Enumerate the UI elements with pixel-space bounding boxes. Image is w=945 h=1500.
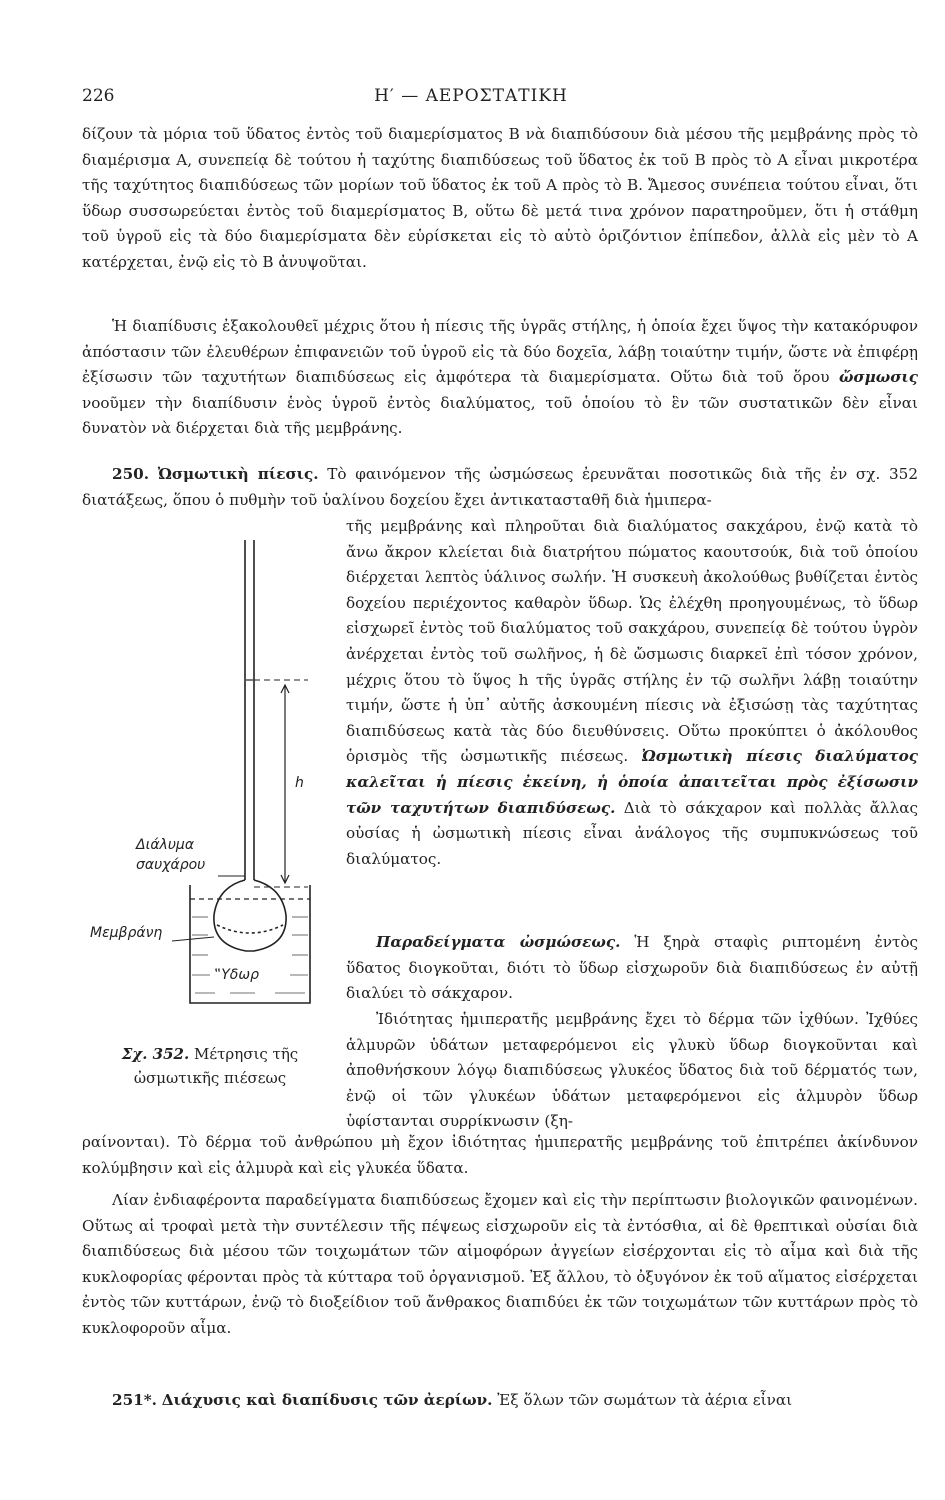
label-solution-line1: Διάλυμα bbox=[136, 837, 195, 853]
beaker-outline bbox=[190, 885, 310, 1003]
figure-caption bbox=[80, 1043, 340, 1065]
section-250-number: 250. bbox=[112, 465, 149, 483]
caption-text-1: Μέτρησις τῆς bbox=[194, 1045, 299, 1063]
biological-examples-paragraph: Λίαν ἐνδιαφέροντα παραδείγματα διαπιδύσεως ἔχομεν καὶ εἰς τὴν περίπτωσιν βιολογικῶν φαινομένων. Οὕτως αἱ τροφαὶ μετὰ τὴν συντέλεσιν τῆς πέψεως εἰσχωροῦν εἰς τὰ ἐντόσθια, αἱ δὲ θρεπτικαὶ οὐσίαι διὰ διαπιδύσεως διὰ μέσου τῶν τοιχωμάτων τῶν αἱμοφόρων ἀγγείων εἰσέρχονται εἰς τὸ αἷμα καὶ διὰ τῆς κυκλοφορίας φέρονται πρὸς τὰ κύτταρα τοῦ ὀργανισμοῦ. Ἐξ ἄλλου, τὸ ὀξυγόνον ἐκ τοῦ αἵματος εἰσέρχεται ἐντὸς τῶν κυττάρων, ἐνῷ τὸ διοξείδιον τοῦ ἄνθρακος διαπιδύει ἐκ τῶν τοιχωμάτων τῶν κυττάρων πρὸς τὸ κυκλοφοροῦν αἷμα. bbox=[82, 1191, 918, 1337]
section-251-title: Διάχυσις καὶ διαπίδυσις τῶν ἀερίων. bbox=[161, 1391, 493, 1409]
page-number: 226 bbox=[82, 86, 115, 106]
osmosis-apparatus-figure bbox=[80, 525, 350, 1130]
section-251-number: 251*. bbox=[112, 1391, 157, 1409]
page-header bbox=[82, 86, 860, 112]
paragraph-osmosis-definition bbox=[82, 314, 918, 442]
osmosis-term: ὤσμωσις bbox=[838, 368, 918, 387]
section-251-text: Ἐξ ὅλων τῶν σωμάτων τὰ ἀέρια εἶναι bbox=[497, 1391, 793, 1409]
definition-term: Ὠσμωτικὴ πίεσις bbox=[641, 747, 802, 766]
examples-heading: Παραδείγματα ὠσμώσεως. bbox=[376, 933, 621, 951]
examples-paragraph bbox=[346, 930, 918, 1007]
osmosis-text-before: Ἡ διαπίδυσις ἐξακολουθεῖ μέχρις ὅτου ἡ πίεσις τῆς ὑγρᾶς στήλης, ἡ ὁποία ἔχει ὕψος τὴν κατακόρυφον ἀπόστασιν τῶν ἐλευθέρων ἐπιφανειῶν τοῦ ὑγροῦ εἰς τὰ δύο δοχεῖα, λάβῃ τοιαύτην τιμήν, ὥστε νὰ ἐπιφέρῃ ἐξίσωσιν τῶν ταχυτήτων διαπιδύσεως εἰς ἀμφότερα τὰ διαμερίσματα. Οὕτω διὰ τοῦ ὅρου bbox=[82, 317, 918, 387]
section-250-tail: Διὰ τὸ σάκχαρον καὶ πολλὰς ἄλλας οὐσίας ἡ ὠσμωτικὴ πίεσις εἶναι ἀνάλογος τῆς συμπυκνώσεως τοῦ διαλύματος. bbox=[346, 798, 918, 868]
section-250-title: Ὠσμωτικὴ πίεσις. bbox=[157, 465, 319, 483]
osmosis-text-after: νοοῦμεν τὴν διαπίδυσιν ἑνὸς ὑγροῦ ἐντὸς διαλύματος, τοῦ ὁποίου τὸ ἓν τῶν συστατικῶν δὲν εἶναι δυνατὸν νὰ διέρχεται διὰ τῆς μεμβράνης. bbox=[82, 393, 918, 438]
label-membrane: Μεμβράνη bbox=[90, 925, 163, 941]
examples-text-1: Ἡ ξηρὰ σταφὶς ριπτομένη ἐντὸς ὕδατος διογκοῦται, διότι τὸ ὕδωρ εἰσχωροῦν διὰ διαπιδύσεως ἐν αὐτῇ διαλύει τὸ σάκχαρον. bbox=[346, 933, 918, 1003]
label-water: ‟Υδωρ bbox=[214, 967, 259, 983]
label-height: h bbox=[295, 775, 304, 791]
section-250-intro-text: Τὸ φαινόμενον τῆς ὠσμώσεως ἐρευνᾶται ποσοτικῶς διὰ τῆς ἐν σχ. 352 διατάξεως, ὅπου ὁ πυθμὴν τοῦ ὑαλίνου δοχείου ἔχει ἀντικατασταθῆ διὰ ἡμιπερα- bbox=[82, 465, 919, 509]
section-251-start bbox=[82, 1388, 918, 1414]
section-250-column-text: τῆς μεμβράνης καὶ πληροῦται διὰ διαλύματος σακχάρου, ἐνῷ κατὰ τὸ ἄνω ἄκρον κλείεται διὰ διατρήτου πώματος καουτσούκ, διὰ τοῦ ὁποίου διέρχεται λεπτὸς ὑάλινος σωλήν. Ἡ συσκευὴ ἀκολούθως βυθίζεται ἐντὸς δοχείου περιέχοντος καθαρὸν ὕδωρ. Ὡς ἐλέχθη προηγουμένως, τὸ ὕδωρ εἰσχωρεῖ ἐντὸς τοῦ διαλύματος τοῦ σακχάρου, συνεπείᾳ δὲ τούτου ὑγρὸν ἀνέρχεται ἐντὸς τοῦ σωλῆνος, ἡ δὲ ὤσμωσις διαρκεῖ ἐπὶ τόσον χρόνον, μέχρις ὅτου τὸ ὕψος h τῆς ὑγρᾶς στήλης ἐν τῷ σωλῆνι λάβῃ τοιαύτην τιμήν, ὥστε ἡ ὑπ᾿ αὐτῆς ἀσκουμένη πίεσις νὰ ἐξισώσῃ τὰς ταχύτητας διαπιδύσεως κατὰ τὰς δύο διευθύνσεις. Οὕτω προκύπτει ὁ ἀκόλουθος ὁρισμὸς τῆς ὠσμωτικῆς πιέσεως. bbox=[346, 517, 918, 766]
osmosis-apparatus-drawing bbox=[80, 525, 350, 1130]
caption-number: Σχ. 352. bbox=[121, 1045, 190, 1063]
caption-text-2: ὠσμωτικῆς πιέσεως bbox=[133, 1069, 287, 1087]
figure-caption-line2 bbox=[80, 1067, 340, 1089]
bulb-outline bbox=[214, 880, 286, 951]
section-250-column bbox=[346, 514, 918, 872]
membrane-line bbox=[217, 925, 283, 933]
fish-skin-paragraph: Ἰδιότητας ἡμιπερατῆς μεμβράνης ἔχει τὸ δέρμα τῶν ἰχθύων. Ἰχθύες ἁλμυρῶν ὑδάτων μεταφερόμενοι εἰς γλυκὺ ὕδωρ διογκοῦνται καὶ ἀποθνήσκουν λόγῳ διαπιδύσεως γλυκέος ὕδατος διὰ τοῦ δέρματός των, ἐνῷ οἱ τῶν γλυκέων ὑδάτων μεταφερόμενοι εἰς ἁλμυρὸν ὕδωρ ὑφίστανται συρρίκνωσιν (ξη- bbox=[346, 1010, 918, 1131]
section-250-intro bbox=[82, 462, 918, 513]
leader-membrane bbox=[172, 937, 214, 941]
paragraph-continuation: δίζουν τὰ μόρια τοῦ ὕδατος ἐντὸς τοῦ διαμερίσματος Β νὰ διαπιδύσουν διὰ μέσου τῆς μεμβράνης πρὸς τὸ διαμέρισμα Α, συνεπείᾳ δὲ τούτου ἡ ταχύτης διαπιδύσεως τοῦ ὕδατος ἐκ τοῦ Β πρὸς τὸ Α εἶναι μικροτέρα τῆς ταχύτητος διαπιδύσεως τῶν μορίων τοῦ ὕδατος ἐκ τοῦ Α πρὸς τὸ Β. Ἄμεσος συνέπεια τούτου εἶναι, ὅτι ὕδωρ συσσωρεύεται ἐντὸς τοῦ διαμερίσματος Β, οὕτω δὲ μετά τινα χρόνον παρατηροῦμεν, ὅτι ἡ στάθμη τοῦ ὑγροῦ εἰς τὰ δύο διαμερίσματα δὲν εὑρίσκεται εἰς τὸ αὐτὸ ὁριζόντιον ἐπίπεδον, ἀλλὰ εἰς μὲν τὸ Α κατέρχεται, ἐνῷ εἰς τὸ Β ἀνυψοῦται. bbox=[82, 125, 918, 271]
definition-text: διαλύματος καλεῖται ἡ πίεσις ἐκείνη, ἡ ὁποία ἀπαιτεῖται πρὸς ἐξίσωσιν τῶν ταχυτήτων διαπιδύσεως. bbox=[346, 747, 918, 817]
running-title: Η′ — ΑΕΡΟΣΤΑΤΙΚΗ bbox=[374, 86, 568, 106]
label-solution-line2: σαυχάρου bbox=[136, 857, 206, 873]
human-skin-paragraph: ραίνονται). Τὸ δέρμα τοῦ ἀνθρώπου μὴ ἔχον ἰδιότητας ἡμιπερατῆς μεμβράνης τοῦ ἐπιτρέπει ἀκίνδυνον κολύμβησιν καὶ εἰς ἁλμυρὰ καὶ εἰς γλυκέα ὕδατα. bbox=[82, 1133, 918, 1177]
